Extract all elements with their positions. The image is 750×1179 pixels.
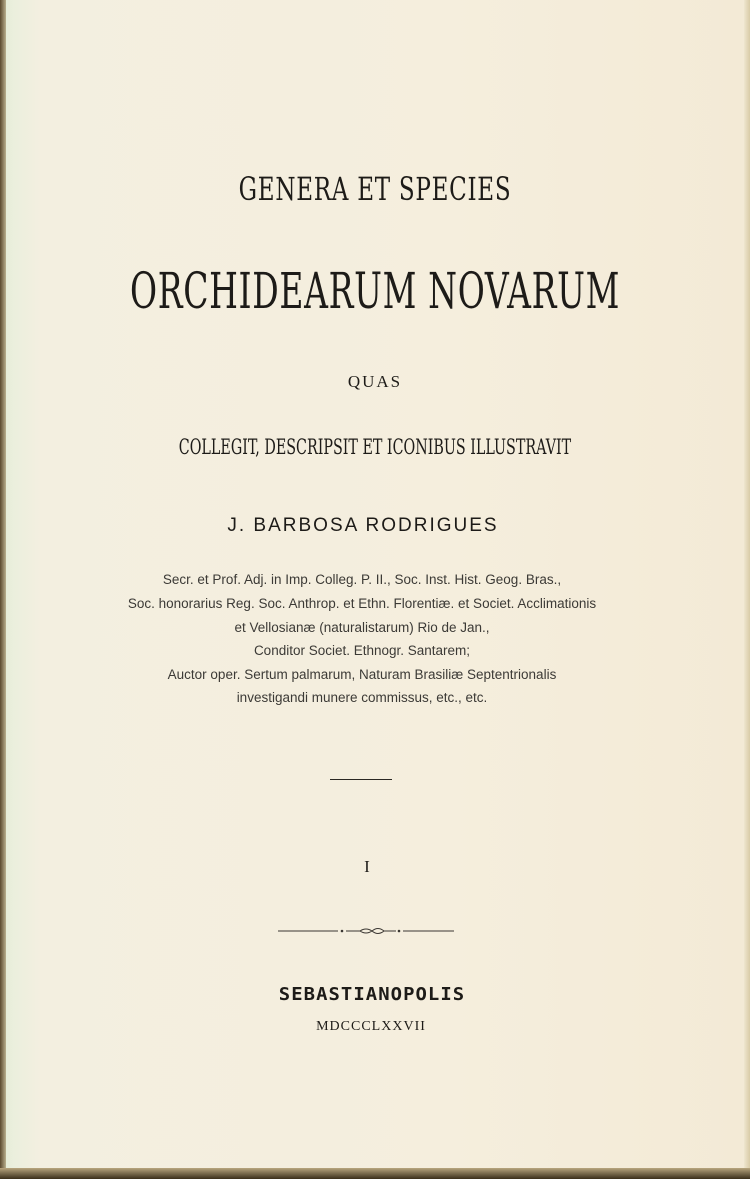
author-credentials-line-2: Soc. honorarius Reg. Soc. Anthrop. et Ethn. Florentiæ. et Societ. Acclimationis <box>127 596 597 611</box>
volume-number: I <box>364 857 370 876</box>
imprint-city: SEBASTIANOPOLIS <box>278 984 466 1005</box>
author-credentials-line-5: Auctor oper. Sertum palmarum, Naturam Brasiliæ Septentrionalis <box>167 667 557 682</box>
divider-rule <box>330 779 392 780</box>
author-credentials-line-4: Conditor Societ. Ethnogr. Santarem; <box>253 643 471 658</box>
author-credentials-line-3: et Vellosianæ (naturalistarum) Rio de Jan., <box>234 620 490 635</box>
author-credentials-line-6: investigandi munere commissus, etc., etc. <box>236 690 488 705</box>
imprint-year: MDCCCLXXVII <box>316 1019 426 1034</box>
title-line-1: GENERA ET SPECIES <box>238 170 512 208</box>
collegit-line: COLLEGIT, DESCRIPSIT ET ICONIBUS ILLUSTRAVIT <box>178 435 572 459</box>
ornament-divider <box>278 922 454 940</box>
page-bottom-edge <box>0 1168 750 1179</box>
author-name: J. BARBOSA RODRIGUES <box>227 515 499 536</box>
title-line-2: ORCHIDEARUM NOVARUM <box>129 262 621 320</box>
quas-label: QUAS <box>347 372 403 391</box>
author-credentials-line-1: Secr. et Prof. Adj. in Imp. Colleg. P. II., Soc. Inst. Hist. Geog. Bras., <box>162 572 562 587</box>
